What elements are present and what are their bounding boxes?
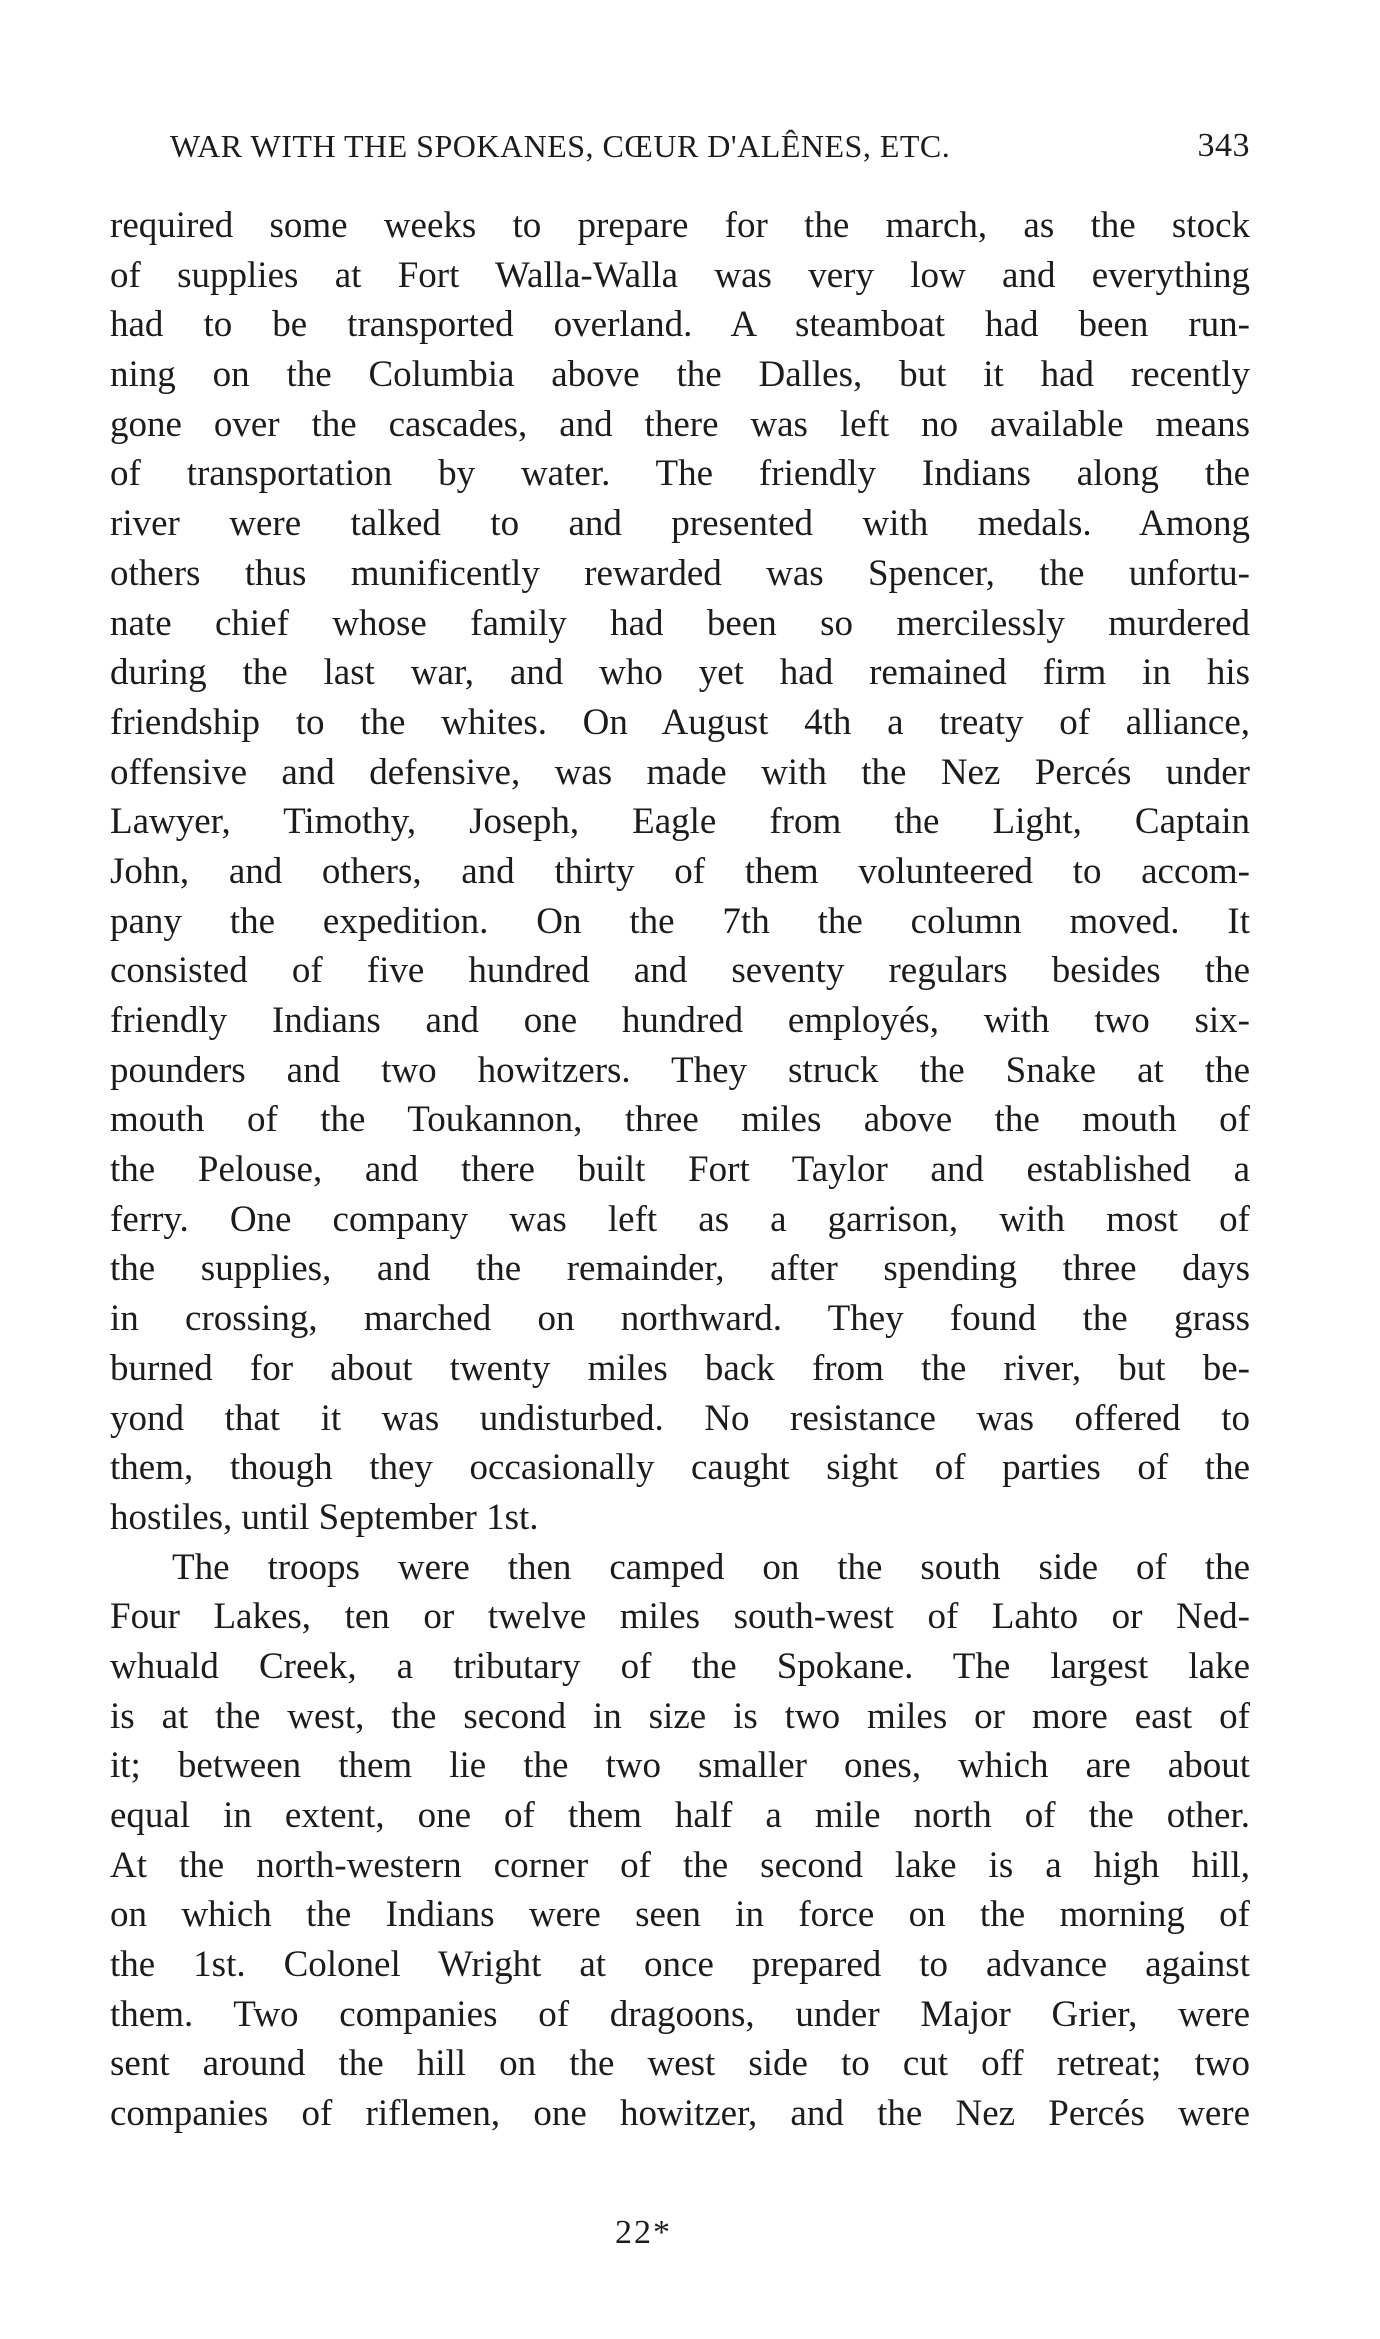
text-line: the Pelouse, and there built Fort Taylor and established a	[110, 1149, 1250, 1191]
text-line: Lawyer, Timothy, Joseph, Eagle from the Light, Captain	[110, 801, 1250, 843]
text-line: on which the Indians were seen in force on the morning of	[110, 1894, 1250, 1936]
text-line: required some weeks to prepare for the march, as the stock	[110, 205, 1250, 246]
text-line: them, though they occasionally caught sight of parties of the	[110, 1447, 1250, 1489]
text-line: nate chief whose family had been so mercilessly murdered	[110, 602, 1250, 644]
paragraph	[110, 201, 1250, 1543]
text-line: The troops were then camped on the south side of the	[172, 1546, 1250, 1588]
text-line: river were talked to and presented with medals. Among	[110, 503, 1250, 545]
page-number: 343	[1197, 127, 1250, 164]
signature-mark: 22*	[615, 2214, 672, 2251]
text-line: consisted of five hundred and seventy regulars besides the	[110, 950, 1250, 992]
text-line: companies of riflemen, one howitzer, and the Nez Percés were	[110, 2093, 1250, 2135]
text-line: ning on the Columbia above the Dalles, but it had recently	[110, 354, 1250, 396]
text-line: the supplies, and the remainder, after spending three days	[110, 1248, 1250, 1290]
text-line: of supplies at Fort Walla-Walla was very low and everything	[110, 254, 1250, 296]
text-line: the 1st. Colonel Wright at once prepared to advance against	[110, 1944, 1250, 1986]
text-line: friendship to the whites. On August 4th a treaty of alliance,	[110, 701, 1250, 743]
text-line: hostiles, until September 1st.	[110, 1496, 539, 1538]
text-line: it; between them lie the two smaller ones, which are about	[110, 1745, 1250, 1787]
text-line: mouth of the Toukannon, three miles above the mouth of	[110, 1099, 1250, 1141]
text-line: others thus munificently rewarded was Spencer, the unfortu-	[110, 552, 1250, 594]
text-line: sent around the hill on the west side to cut off retreat; two	[110, 2043, 1250, 2085]
text-line: Four Lakes, ten or twelve miles south-west of Lahto or Ned-	[110, 1596, 1250, 1638]
text-line: pounders and two howitzers. They struck the Snake at the	[110, 1049, 1250, 1091]
text-line: friendly Indians and one hundred employés, with two six-	[110, 1000, 1250, 1041]
body-text	[110, 201, 1250, 2139]
text-line: burned for about twenty miles back from the river, but be-	[110, 1347, 1250, 1389]
text-line: equal in extent, one of them half a mile north of the other.	[110, 1795, 1250, 1836]
text-line: pany the expedition. On the 7th the column moved. It	[110, 900, 1250, 942]
text-line: in crossing, marched on northward. They found the grass	[110, 1298, 1250, 1340]
text-line: yond that it was undisturbed. No resistance was offered to	[110, 1397, 1250, 1439]
paragraph	[110, 1543, 1250, 2139]
text-line: had to be transported overland. A steamboat had been run-	[110, 304, 1250, 346]
text-line: whuald Creek, a tributary of the Spokane. The largest lake	[110, 1645, 1250, 1687]
text-line: ferry. One company was left as a garrison, with most of	[110, 1198, 1250, 1240]
running-head-title: WAR WITH THE SPOKANES, CŒUR D'ALÊNES, ETC.	[170, 128, 951, 164]
text-line: them. Two companies of dragoons, under Major Grier, were	[110, 1993, 1250, 2035]
text-line: is at the west, the second in size is two miles or more east of	[110, 1695, 1250, 1737]
text-line: John, and others, and thirty of them volunteered to accom-	[110, 850, 1250, 892]
text-line: gone over the cascades, and there was left no available means	[110, 403, 1250, 445]
running-head	[170, 124, 1250, 168]
text-line: of transportation by water. The friendly Indians along the	[110, 453, 1250, 495]
text-line: during the last war, and who yet had remained firm in his	[110, 652, 1250, 694]
text-line: offensive and defensive, was made with the Nez Percés under	[110, 751, 1250, 793]
text-line: At the north-western corner of the second lake is a high hill,	[110, 1844, 1250, 1886]
